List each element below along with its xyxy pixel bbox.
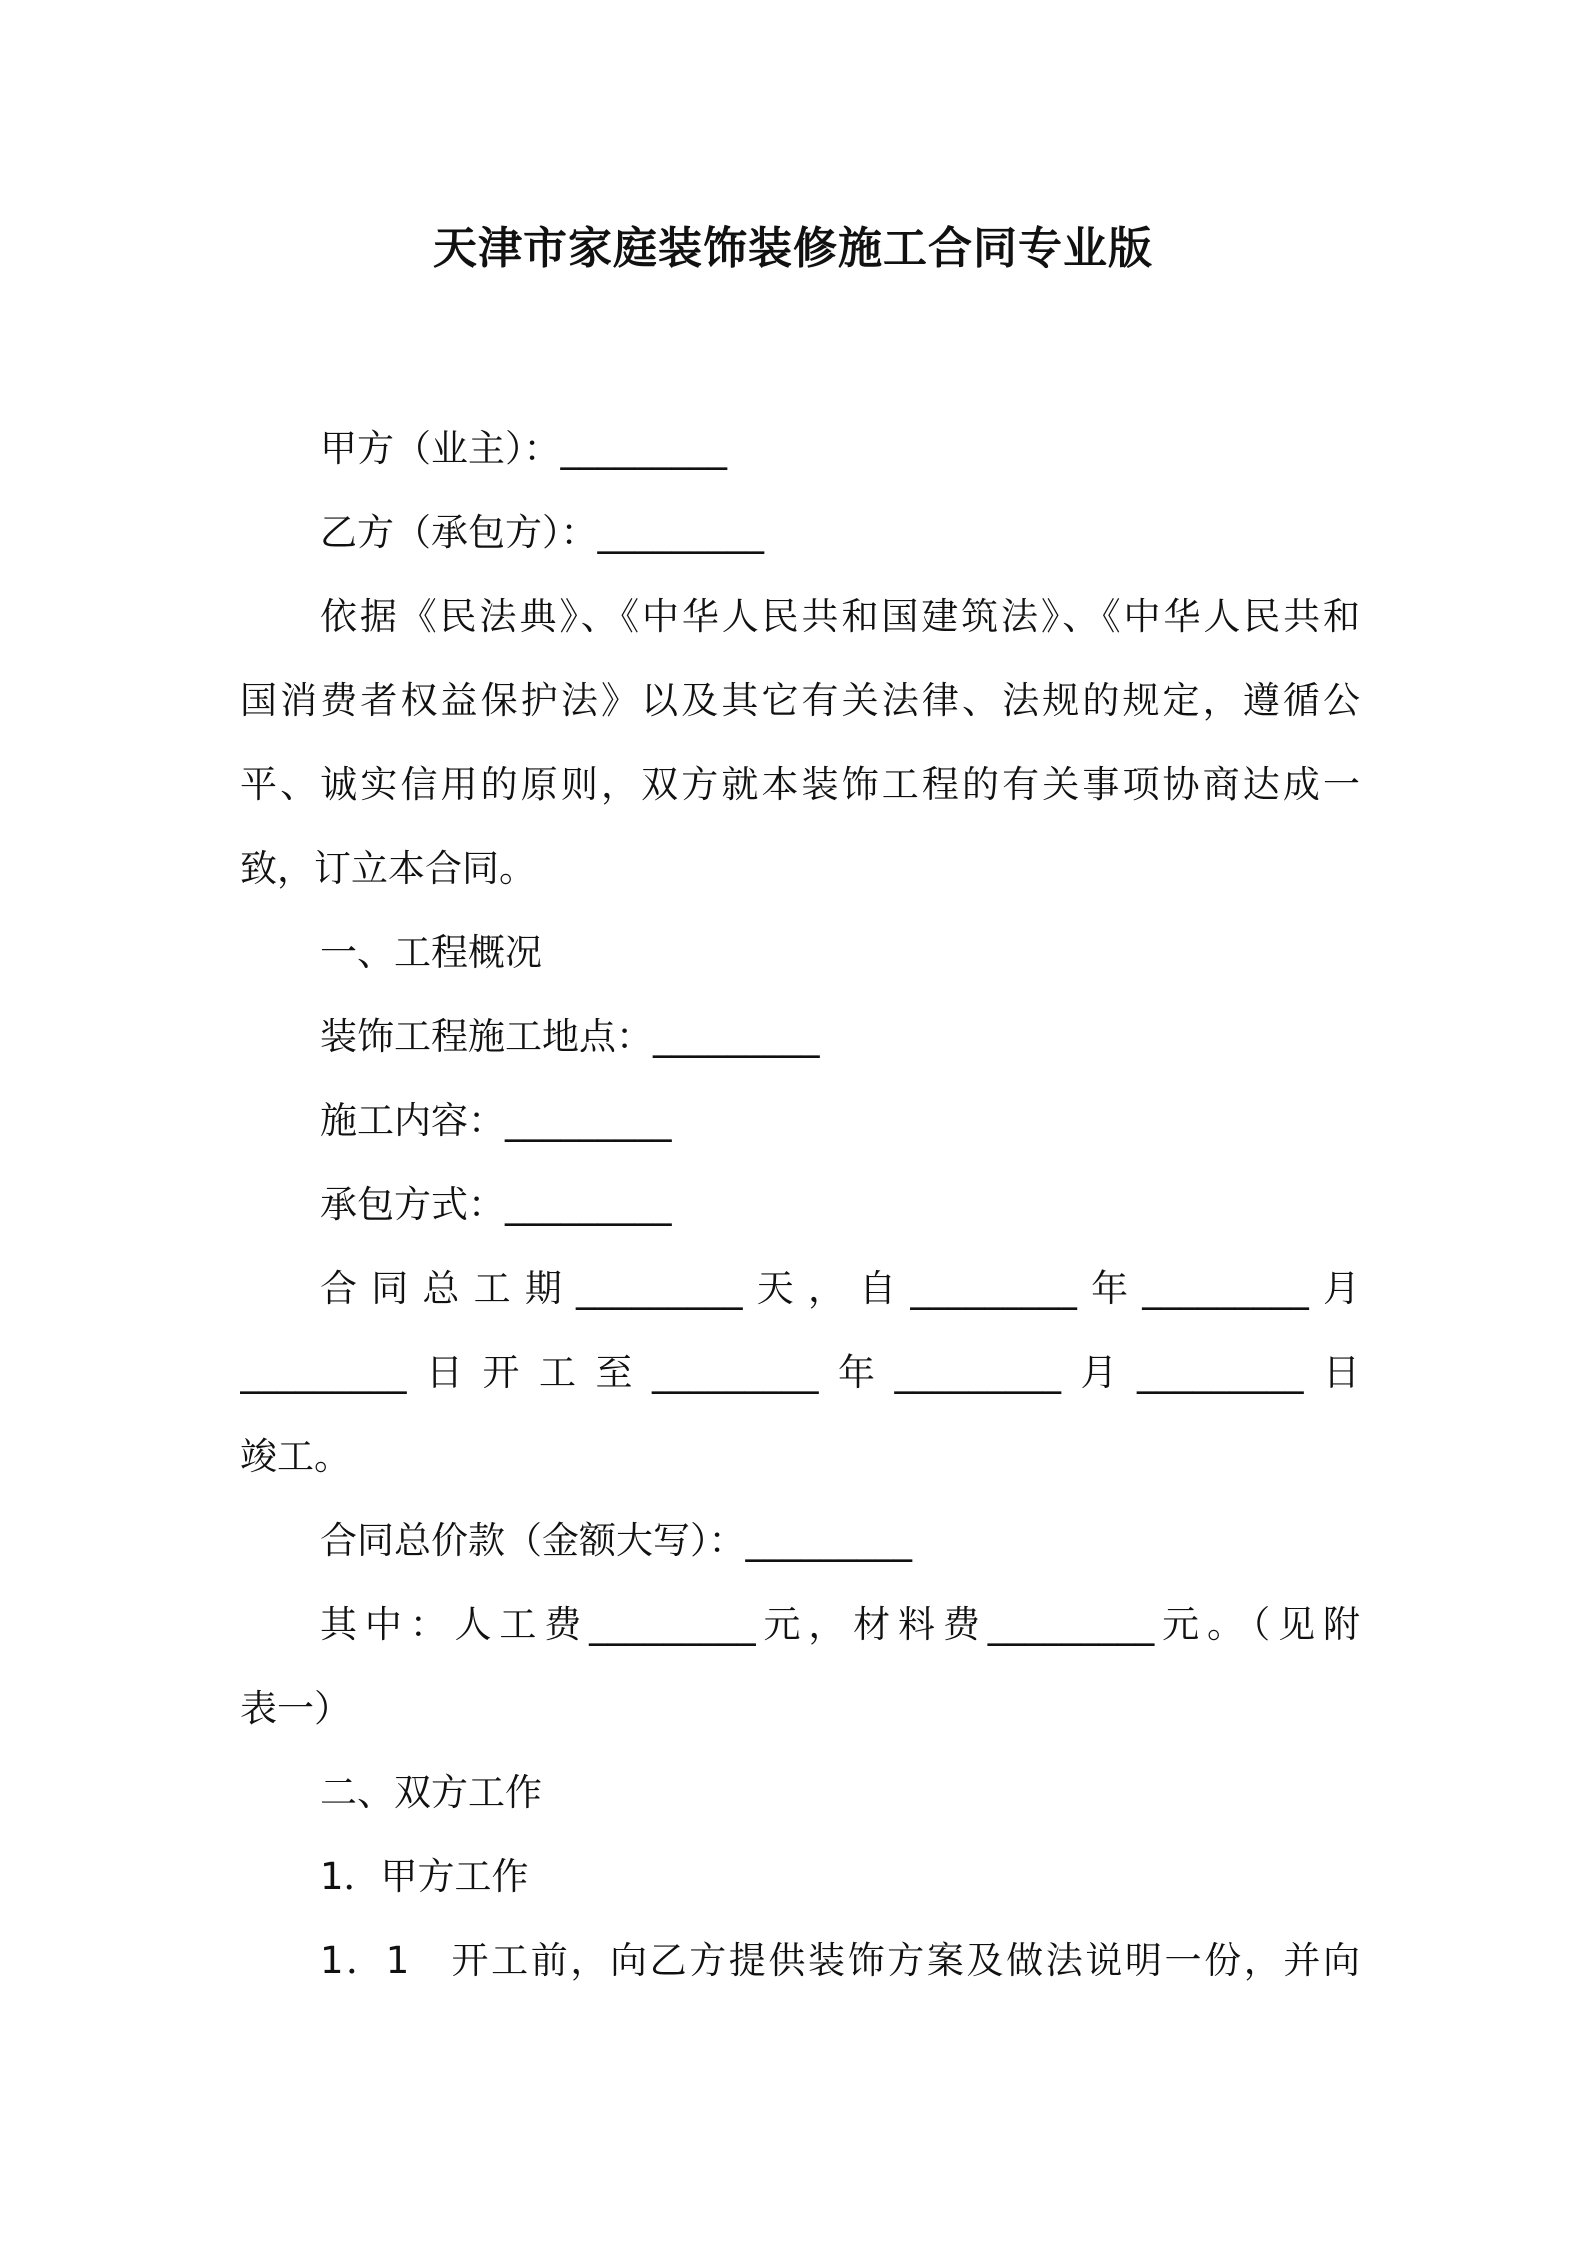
text-line: 其中：人工费_________元，材料费_________元。（见附 — [320, 1603, 1360, 1646]
text-line: 平、诚实信用的原则，双方就本装饰工程的有关事项协商达成一 — [240, 763, 1360, 806]
text-line: 国消费者权益保护法》以及其它有关法律、法规的规定，遵循公 — [240, 679, 1360, 722]
text-line: 1．甲方工作 — [320, 1855, 529, 1898]
text-line: 甲方（业主）：_________ — [320, 427, 727, 470]
text-line: 承包方式：_________ — [320, 1183, 672, 1226]
text-line: _________日开工至_________年_________月_________日 — [240, 1351, 1360, 1394]
text-line: 竣工。 — [240, 1435, 351, 1478]
text-line: 施工内容：_________ — [320, 1099, 672, 1142]
text-line: 合同总工期_________天，自_________年_________月 — [320, 1267, 1360, 1310]
document-body — [240, 407, 1360, 2003]
text-line: 致，订立本合同。 — [240, 847, 536, 890]
text-line: 1．1 开工前，向乙方提供装饰方案及做法说明一份，并向 — [320, 1939, 1360, 1982]
text-line: 依据《民法典》、《中华人民共和国建筑法》、《中华人民共和 — [320, 595, 1360, 638]
text-line: 表一） — [240, 1687, 351, 1730]
text-line: 装饰工程施工地点：_________ — [320, 1015, 820, 1058]
document-title: 天津市家庭装饰装修施工合同专业版 — [433, 223, 1153, 274]
text-line: 二、双方工作 — [320, 1771, 542, 1814]
text-line: 一、工程概况 — [320, 931, 542, 974]
text-line: 乙方（承包方）：_________ — [320, 511, 764, 554]
text-line: 合同总价款（金额大写）：_________ — [320, 1519, 912, 1562]
